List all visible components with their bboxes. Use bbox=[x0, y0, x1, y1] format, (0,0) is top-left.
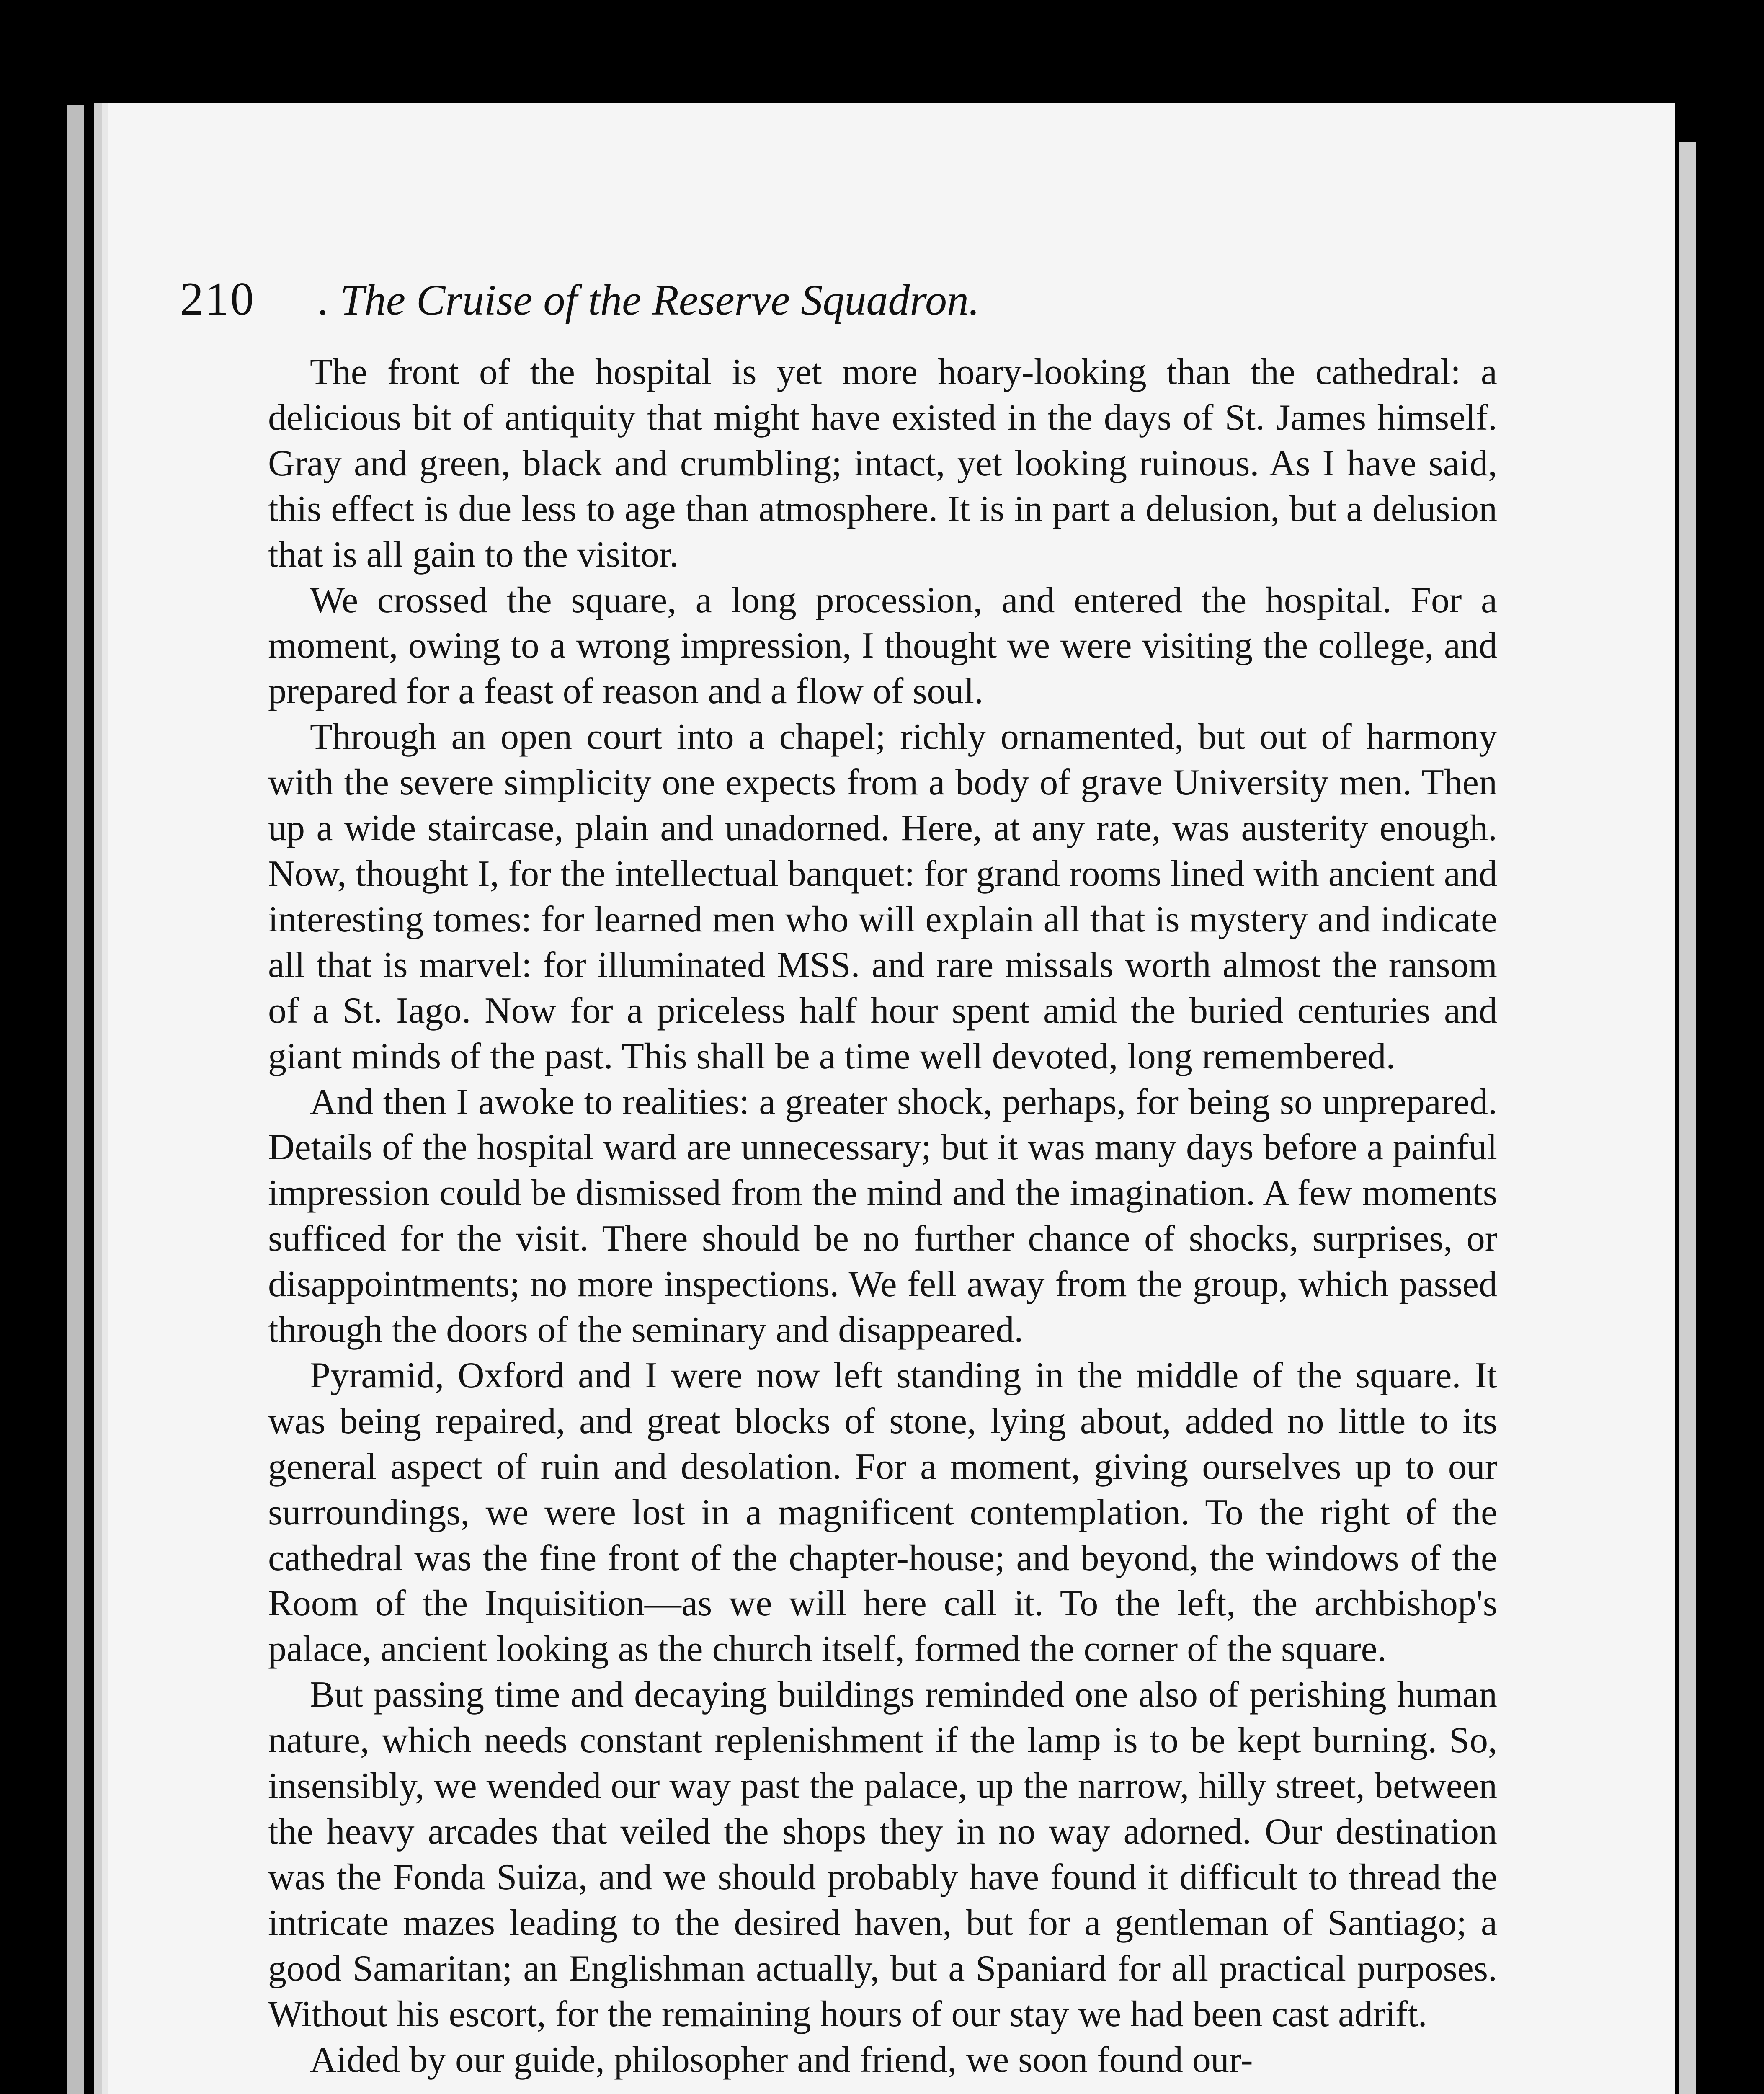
paragraph: And then I awoke to realities: a greater shock, perhaps, for being so unprepared. Details of the hospital ward are unnecessary; but it was many days before a painful impression could be dismissed from the mind and the imagination. A few moments sufficed for the visit. There should be no further chance of shocks, surprises, or disappointments; no more inspections. We fell away from the group, which passed through the doors of the seminary and disappeared. bbox=[268, 1081, 1497, 1351]
paragraph: Aided by our guide, philosopher and friend, we soon found our- bbox=[310, 2039, 1253, 2080]
book-binding bbox=[67, 105, 84, 2094]
paragraph: The front of the hospital is yet more hoary-looking than the cathedral: a delicious bit of antiquity that might have existed in the days of St. James himself. Gray and green, black and crumbling; intact, yet looking ruinous. As I have said, this effect is due less to age than atmosphere. It is in part a delusion, but a delusion that is all gain to the visitor. bbox=[268, 352, 1497, 575]
paragraph: But passing time and decaying buildings reminded one also of perishing human nature, which needs constant replenishment if the lamp is to be kept burning. So, insensibly, we wended our way past the palace, up the narrow, hilly street, between the heavy arcades that veiled the shops they in no way adorned. Our destination was the Fonda Suiza, and we should probably have found it difficult to thread the intricate mazes leading to the desired haven, but for a gentleman of Santiago; a good Samaritan; an Englishman actually, but a Spaniard for all practical purposes. Without his escort, for the remaining hours of our stay we had been cast adrift. bbox=[268, 1674, 1497, 2035]
body-text bbox=[268, 350, 1497, 2083]
paragraph: Pyramid, Oxford and I were now left standing in the middle of the square. It was being repaired, and great blocks of stone, lying about, added no little to its general aspect of ruin and desolation. For a moment, giving ourselves up to our surroundings, we were lost in a magnificent contemplation. To the right of the cathedral was the fine front of the chapter-house; and beyond, the windows of the Room of the Inquisition—as we will here call it. To the left, the archbishop's palace, ancient looking as the church itself, formed the corner of the square. bbox=[268, 1355, 1497, 1670]
running-title: . The Cruise of the Reserve Squadron. bbox=[318, 276, 980, 324]
page-header bbox=[180, 272, 1562, 348]
facing-page-edge bbox=[1679, 142, 1696, 2094]
page-number: 210 bbox=[180, 273, 255, 325]
paragraph: We crossed the square, a long procession, and entered the hospital. For a moment, owing to a wrong impression, I thought we were visiting the college, and prepared for a feast of reason and a flow of soul. bbox=[268, 580, 1497, 712]
paragraph: Through an open court into a chapel; richly ornamented, but out of harmony with the severe simplicity one expects from a body of grave University men. Then up a wide staircase, plain and unadorned. Here, at any rate, was austerity enough. Now, thought I, for the intellectual banquet: for grand rooms lined with ancient and interesting tomes: for learned men who will explain all that is mystery and indicate all that is marvel: for illuminated MSS. and rare missals worth almost the ransom of a St. Iago. Now for a priceless half hour spent amid the buried centuries and giant minds of the past. This shall be a time well devoted, long remembered. bbox=[268, 717, 1497, 1077]
